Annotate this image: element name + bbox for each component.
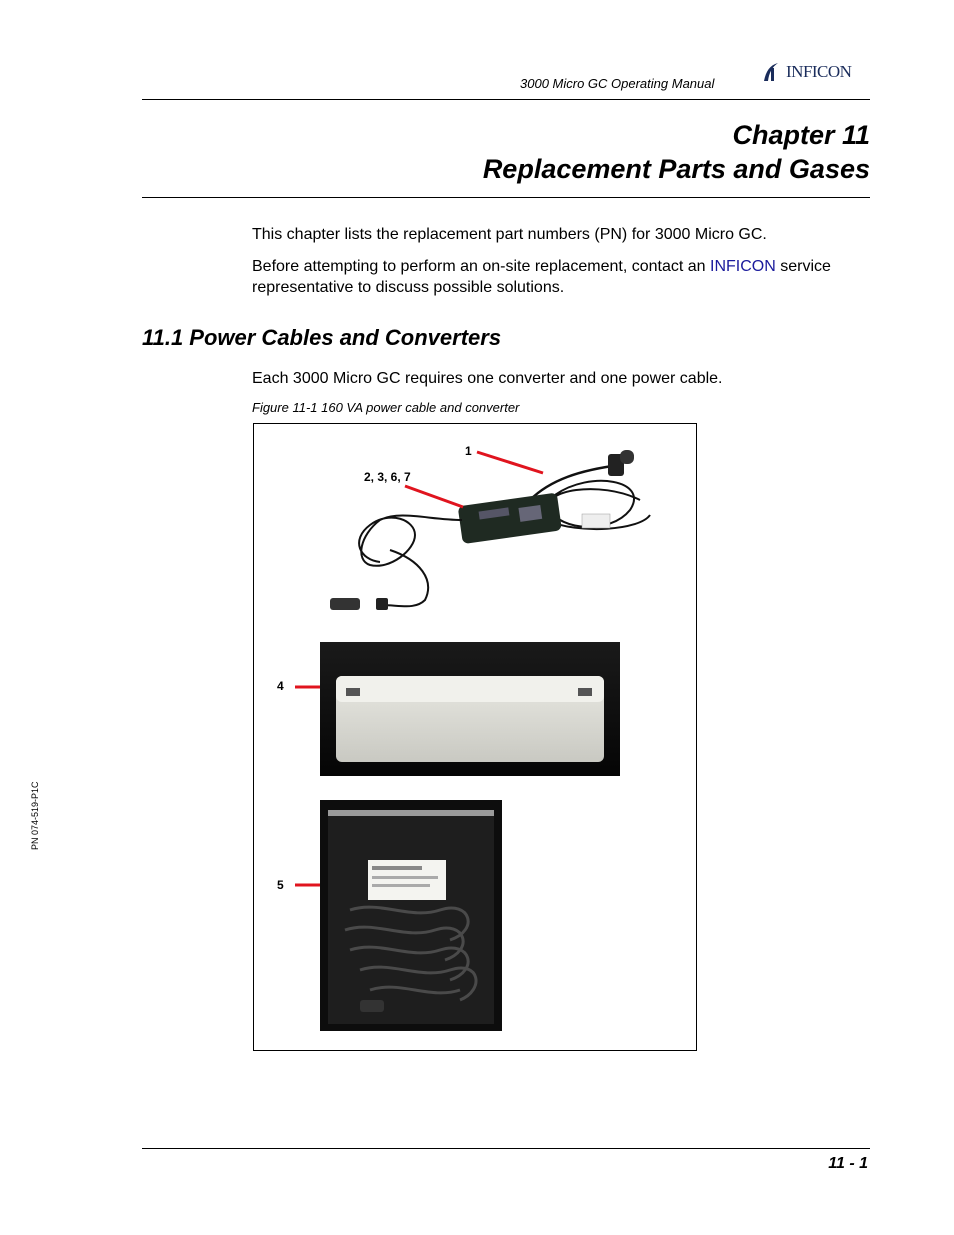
- inficon-link[interactable]: INFICON: [710, 258, 776, 275]
- header-rule: [142, 99, 870, 100]
- part-number-label: PN 074-519-P1C: [30, 781, 40, 850]
- converter-enclosure-photo: [320, 642, 620, 776]
- chapter-heading: [483, 118, 870, 186]
- intro-p2-text: Before attempting to perform an on-site replacement, contact an: [252, 258, 711, 275]
- intro-paragraph-2: [252, 256, 872, 298]
- callout-line-1: [477, 452, 543, 473]
- callout-5: 5: [277, 878, 284, 892]
- logo-wordmark: INFICON: [786, 62, 852, 81]
- chapter-title: Replacement Parts and Gases: [482, 154, 870, 184]
- chapter-number: Chapter 11: [732, 120, 870, 150]
- intro-p2-text-after: service: [775, 258, 831, 275]
- intro-p2-line2: representative to discuss possible solutions.: [252, 279, 565, 296]
- running-header-title: 3000 Micro GC Operating Manual: [520, 76, 715, 91]
- callout-4: 4: [277, 679, 284, 693]
- inficon-swoosh-icon: [760, 61, 782, 83]
- coiled-cable-bag-photo: [320, 800, 502, 1031]
- chapter-rule: [142, 197, 870, 198]
- section-heading: 11.1 Power Cables and Converters: [142, 325, 502, 350]
- intro-paragraph-1: This chapter lists the replacement part numbers (PN) for 3000 Micro GC.: [252, 226, 767, 243]
- page-number: 11 - 1: [828, 1155, 868, 1172]
- footer-rule: [142, 1148, 870, 1149]
- callout-2367: 2, 3, 6, 7: [364, 470, 411, 484]
- callout-1: 1: [465, 444, 472, 458]
- section-body: Each 3000 Micro GC requires one converter and one power cable.: [252, 370, 723, 387]
- figure-caption: Figure 11-1 160 VA power cable and converter: [252, 400, 520, 415]
- inficon-logo: [760, 60, 872, 84]
- callout-line-2367: [405, 486, 463, 507]
